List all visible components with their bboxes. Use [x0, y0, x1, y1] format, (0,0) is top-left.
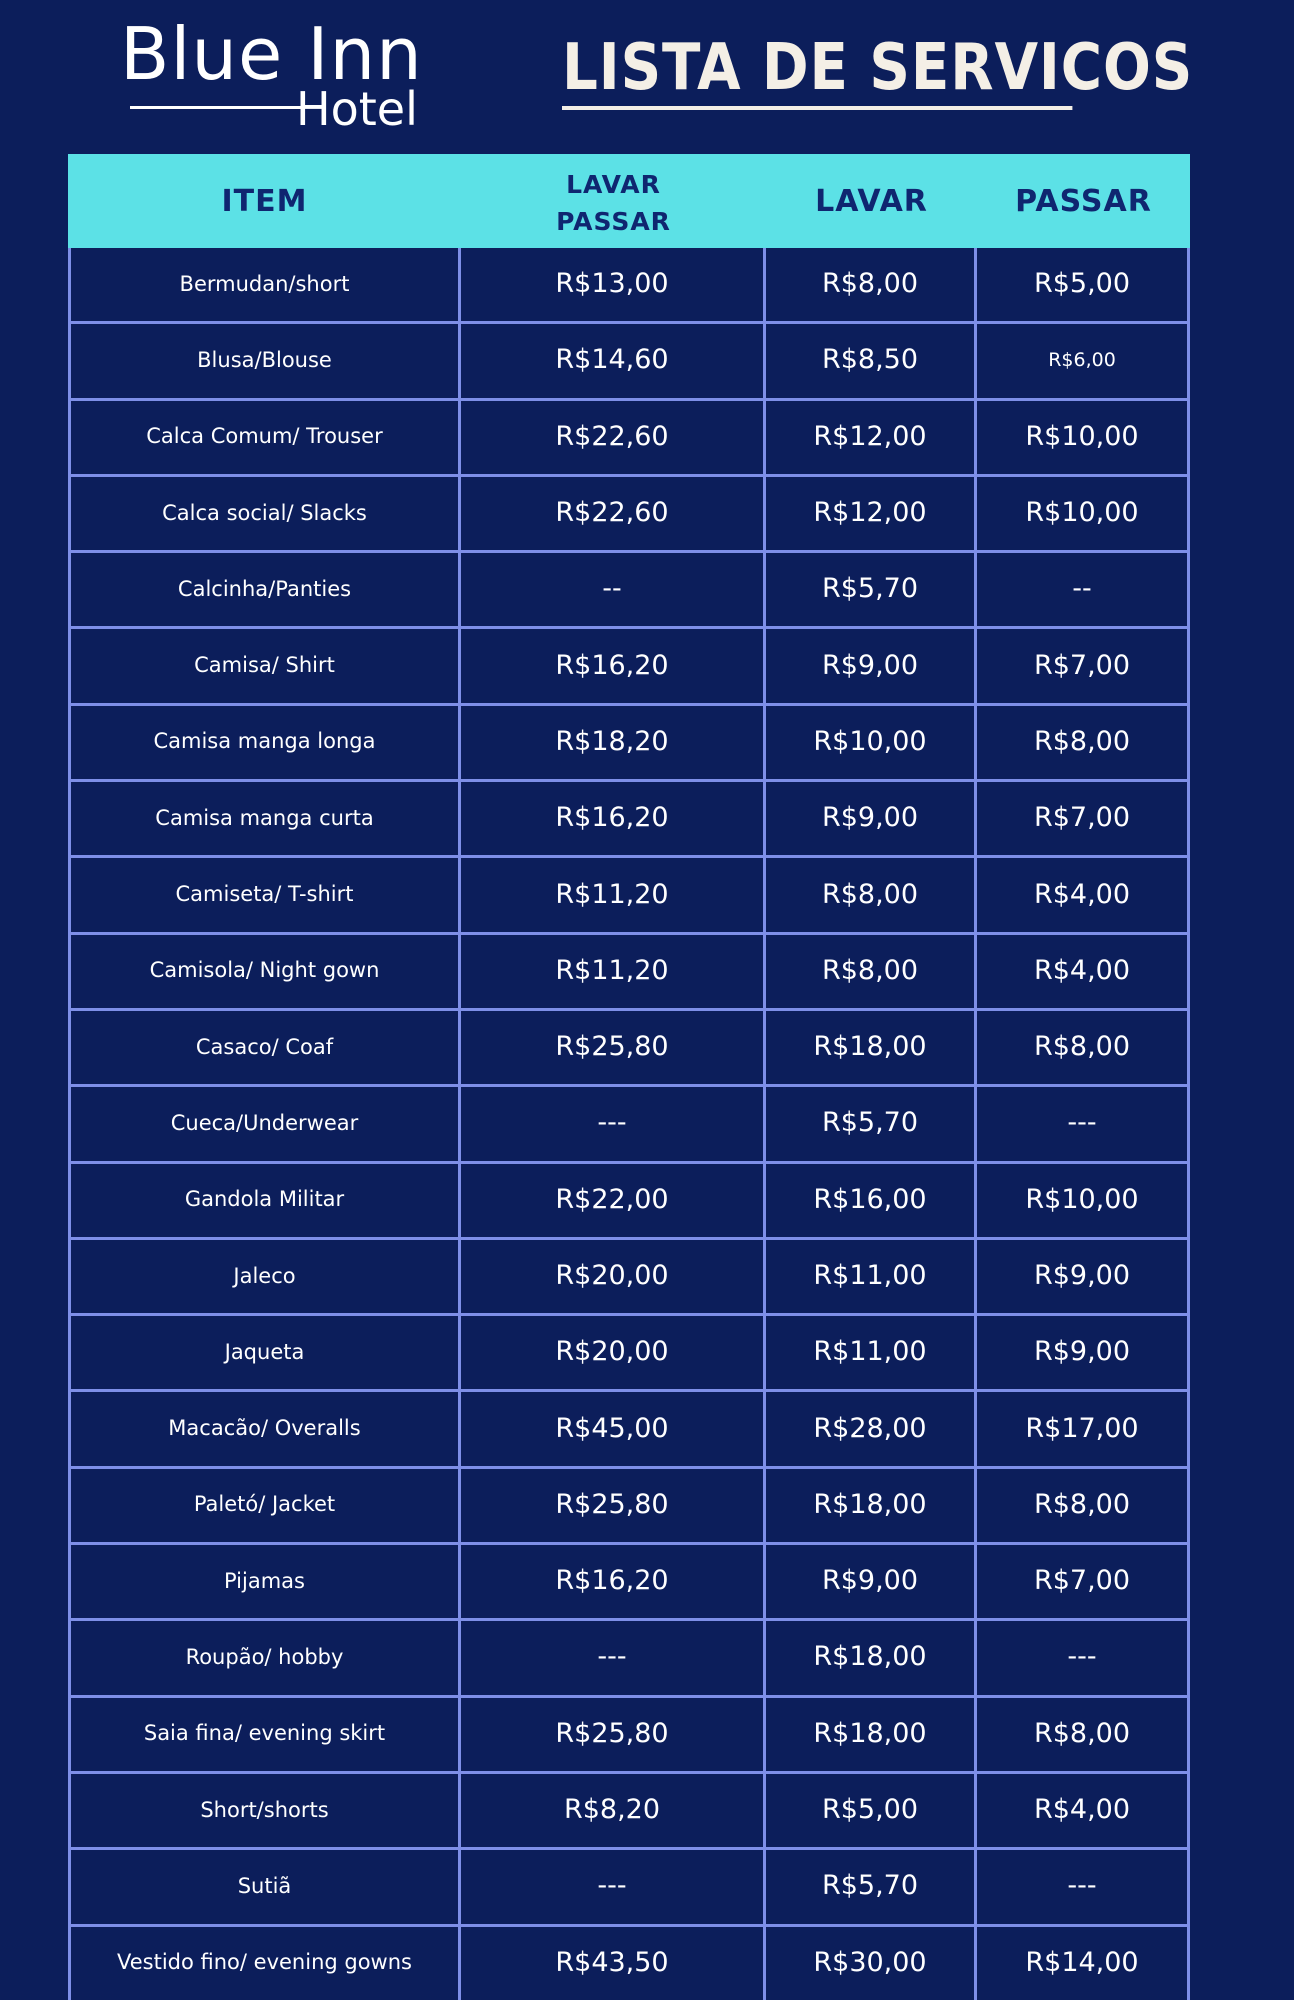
- cell-item: Bermudan/short: [71, 248, 461, 321]
- table-row: [71, 324, 1187, 400]
- cell-item: Macacão/ Overalls: [71, 1392, 461, 1465]
- cell-lavar: R$5,70: [766, 553, 977, 626]
- table-row: [71, 401, 1187, 477]
- cell-passar: R$10,00: [1025, 420, 1139, 452]
- cell-passar: R$4,00: [1033, 954, 1131, 986]
- cell-passar: R$10,00: [1025, 1183, 1139, 1215]
- table-row: [71, 858, 1187, 934]
- header-item: ITEM: [221, 183, 308, 219]
- cell-lavar: R$28,00: [766, 1392, 977, 1465]
- table-row: [71, 1927, 1187, 2000]
- cell-item: Camisola/ Night gown: [71, 935, 461, 1008]
- table-row: [71, 1240, 1187, 1316]
- cell-lavar-passar: ---: [461, 1087, 766, 1160]
- cell-item: Paletó/ Jacket: [71, 1469, 461, 1542]
- cell-passar: R$7,00: [1033, 1565, 1131, 1597]
- cell-item: Camisa manga longa: [71, 706, 461, 779]
- cell-lavar: R$18,00: [766, 1469, 977, 1542]
- cell-lavar-passar: R$22,60: [461, 401, 766, 474]
- cell-item: Roupão/ hobby: [71, 1621, 461, 1694]
- cell-item: Pijamas: [71, 1545, 461, 1618]
- page-title: LISTA DE SERVICOS: [562, 30, 1072, 110]
- cell-passar: R$10,00: [1025, 497, 1139, 529]
- cell-lavar: R$8,00: [766, 858, 977, 931]
- table-row: [71, 553, 1187, 629]
- table-row: [71, 935, 1187, 1011]
- cell-passar: R$4,00: [1033, 1794, 1131, 1826]
- logo-name: Blue Inn: [120, 12, 423, 96]
- cell-item: Casaco/ Coaf: [71, 1011, 461, 1084]
- cell-item: Vestido fino/ evening gowns: [71, 1927, 461, 2000]
- cell-item: Camisa manga curta: [71, 782, 461, 855]
- cell-item: Camisa/ Shirt: [71, 629, 461, 702]
- cell-lavar-passar: R$22,60: [461, 477, 766, 550]
- cell-lavar: R$16,00: [766, 1164, 977, 1237]
- cell-item: Calca social/ Slacks: [71, 477, 461, 550]
- cell-passar: ---: [1067, 1870, 1097, 1902]
- cell-item: Calcinha/Panties: [71, 553, 461, 626]
- header-lavar: LAVAR: [815, 183, 928, 219]
- cell-item: Calca Comum/ Trouser: [71, 401, 461, 474]
- table-row: [71, 1545, 1187, 1621]
- cell-lavar: R$9,00: [766, 782, 977, 855]
- cell-lavar-passar: ---: [461, 1850, 766, 1923]
- cell-lavar: R$11,00: [766, 1240, 977, 1313]
- cell-passar: R$7,00: [1033, 802, 1131, 834]
- cell-lavar-passar: R$22,00: [461, 1164, 766, 1237]
- cell-lavar-passar: R$20,00: [461, 1316, 766, 1389]
- header-lavar-passar-line2: PASSAR: [556, 207, 671, 236]
- cell-item: Saia fina/ evening skirt: [71, 1698, 461, 1771]
- cell-lavar-passar: R$25,80: [461, 1698, 766, 1771]
- cell-lavar-passar: --: [461, 553, 766, 626]
- cell-item: Short/shorts: [71, 1774, 461, 1847]
- cell-passar: R$9,00: [1033, 1260, 1131, 1291]
- header-lavar-passar-line1: LAVAR: [566, 170, 661, 199]
- cell-lavar: R$9,00: [766, 629, 977, 702]
- cell-lavar: R$12,00: [766, 477, 977, 550]
- table-row: [71, 1011, 1187, 1087]
- hotel-logo: [120, 14, 430, 134]
- cell-passar: R$4,00: [1033, 878, 1131, 910]
- cell-passar: R$6,00: [1048, 348, 1116, 371]
- cell-lavar: R$8,50: [766, 324, 977, 397]
- table-row: [71, 248, 1187, 324]
- cell-item: Cueca/Underwear: [71, 1087, 461, 1160]
- cell-lavar: R$18,00: [766, 1698, 977, 1771]
- table-body: [68, 248, 1190, 2000]
- cell-passar: R$8,00: [1033, 1717, 1131, 1749]
- cell-lavar-passar: R$11,20: [461, 935, 766, 1008]
- table-row: [71, 782, 1187, 858]
- cell-passar: R$14,00: [1025, 1946, 1139, 1978]
- cell-lavar-passar: R$8,20: [461, 1774, 766, 1847]
- table-row: [71, 1469, 1187, 1545]
- table-row: [71, 1392, 1187, 1468]
- table-row: [71, 477, 1187, 553]
- header-passar: PASSAR: [1015, 183, 1152, 219]
- services-table: [68, 154, 1190, 2000]
- cell-passar: R$17,00: [1025, 1412, 1139, 1444]
- table-row: [71, 1621, 1187, 1697]
- cell-passar: ---: [1067, 1107, 1097, 1139]
- cell-item: Camiseta/ T-shirt: [71, 858, 461, 931]
- cell-lavar: R$18,00: [766, 1011, 977, 1084]
- cell-lavar-passar: R$18,20: [461, 706, 766, 779]
- cell-passar: R$7,00: [1033, 649, 1131, 681]
- cell-lavar: R$10,00: [766, 706, 977, 779]
- cell-lavar: R$9,00: [766, 1545, 977, 1618]
- cell-lavar: R$12,00: [766, 401, 977, 474]
- cell-lavar-passar: R$14,60: [461, 324, 766, 397]
- cell-item: Jaqueta: [71, 1316, 461, 1389]
- table-row: [71, 1850, 1187, 1926]
- cell-lavar-passar: R$25,80: [461, 1469, 766, 1542]
- header-lavar-passar: [461, 154, 766, 248]
- cell-lavar-passar: R$45,00: [461, 1392, 766, 1465]
- cell-lavar: R$5,00: [766, 1774, 977, 1847]
- cell-lavar: R$8,00: [766, 935, 977, 1008]
- cell-lavar: R$8,00: [766, 248, 977, 321]
- table-row: [71, 1087, 1187, 1163]
- table-header: [68, 154, 1190, 248]
- cell-passar: --: [1072, 573, 1092, 605]
- cell-lavar-passar: R$16,20: [461, 1545, 766, 1618]
- table-row: [71, 706, 1187, 782]
- cell-lavar-passar: R$25,80: [461, 1011, 766, 1084]
- table-row: [71, 1698, 1187, 1774]
- cell-item: Sutiã: [71, 1850, 461, 1923]
- cell-lavar-passar: R$11,20: [461, 858, 766, 931]
- logo-subtitle: Hotel: [296, 82, 418, 136]
- cell-lavar-passar: R$16,20: [461, 782, 766, 855]
- table-row: [71, 1164, 1187, 1240]
- cell-lavar-passar: R$20,00: [461, 1240, 766, 1313]
- table-row: [71, 1774, 1187, 1850]
- cell-lavar-passar: R$16,20: [461, 629, 766, 702]
- cell-lavar: R$5,70: [766, 1087, 977, 1160]
- cell-lavar: R$18,00: [766, 1621, 977, 1694]
- cell-passar: R$8,00: [1033, 1488, 1131, 1520]
- cell-passar: R$8,00: [1033, 1031, 1131, 1063]
- table-row: [71, 1316, 1187, 1392]
- cell-item: Blusa/Blouse: [71, 324, 461, 397]
- cell-item: Gandola Militar: [71, 1164, 461, 1237]
- cell-lavar: R$11,00: [766, 1316, 977, 1389]
- logo-divider: [130, 106, 302, 109]
- cell-item: Jaleco: [71, 1240, 461, 1313]
- cell-passar: R$5,00: [1033, 268, 1131, 300]
- table-row: [71, 629, 1187, 705]
- cell-lavar-passar: R$43,50: [461, 1927, 766, 2000]
- cell-lavar: R$30,00: [766, 1927, 977, 2000]
- cell-lavar-passar: R$13,00: [461, 248, 766, 321]
- cell-passar: ---: [1067, 1641, 1097, 1673]
- cell-passar: R$8,00: [1033, 725, 1131, 757]
- cell-passar: R$9,00: [1033, 1336, 1131, 1368]
- cell-lavar-passar: ---: [461, 1621, 766, 1694]
- cell-lavar: R$5,70: [766, 1850, 977, 1923]
